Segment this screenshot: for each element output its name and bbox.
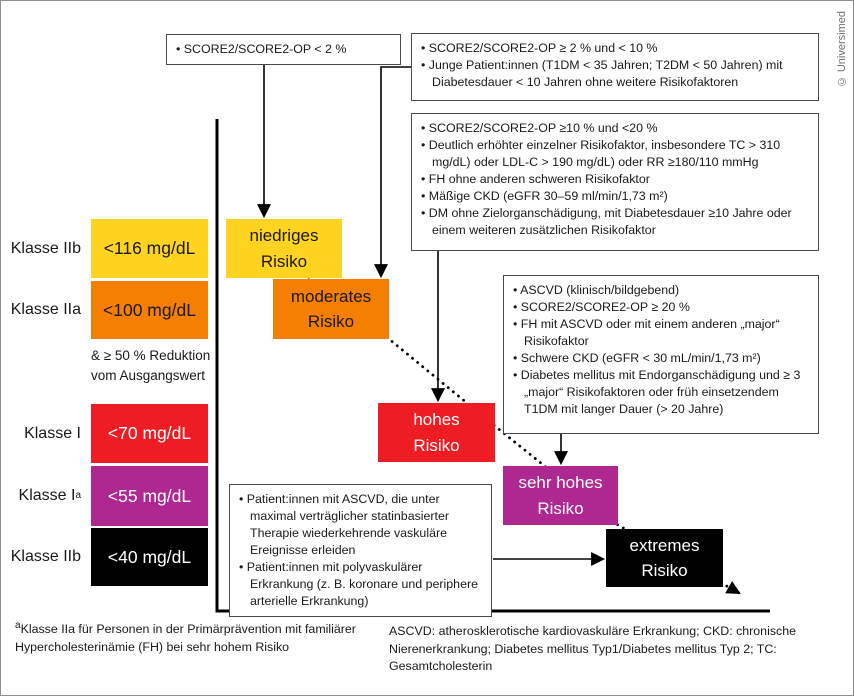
ldl-target-55: <55 mg/dL [91, 466, 208, 526]
footnote-class-IIa: $^a$Klasse IIa für Personen in der Primärprävention mit familiärer Hypercholesterinämie (FH) bei sehr hohem Risiko [15, 619, 356, 654]
criteria-box-very-high: • ASCVD (klinisch/bildgebend) • SCORE2/SCORE2-OP ≥ 20 % • FH mit ASCVD oder mit einem anderen „major“ Risikofaktor • Schwere CKD (eGFR < 30 mL/min/1,73 m²) • Diabetes mellitus mit Endorganschädigung und ≥ 3 „major“ Risikofaktoren oder früh einsetzendem T1DM mit langer Dauer (> 20 Jahre) [503, 275, 819, 434]
ldl-target-40: <40 mg/dL [91, 528, 208, 586]
ldl-target-100: <100 mg/dL [91, 281, 208, 339]
class-label-I-70: Klasse I [24, 424, 81, 442]
ldl-target-70: <70 mg/dL [91, 404, 208, 463]
criteria-box-high: • SCORE2/SCORE2-OP ≥10 % und <20 % • Deutlich erhöhter einzelner Risikofaktor, insbesondere TC > 310 mg/dL) oder LDL-C > 190 mg/dL) oder RR ≥180/110 mmHg • FH ohne anderen schweren Risikofaktor • Mäßige CKD (eGFR 30–59 ml/min/1,73 m²) • DM ohne Zielorganschädigung, mit Diabetesdauer ≥10 Jahre oder einem weiteren zusätzlichen Risikofaktor [411, 113, 819, 251]
copyright-credit: © Universimed [836, 11, 848, 88]
class-label-IIb-116: Klasse IIb [10, 239, 81, 257]
risk-box-very-high: sehr hohes Risiko [503, 466, 618, 525]
risk-box-high: hohes Risiko [378, 403, 495, 462]
criteria-box-moderate: • SCORE2/SCORE2-OP ≥ 2 % und < 10 % • Junge Patient:innen (T1DM < 35 Jahren; T2DM < 50 Jahren) mit Diabetesdauer < 10 Jahren ohne weitere Risikofaktoren [411, 33, 819, 101]
footnote-abbreviations: ASCVD: atherosklerotische kardiovaskuläre Erkrankung; CKD: chronische Nierenerkrankung; Diabetes mellitus Typ1/Diabetes mellitus Typ 2; TC: Gesamtcholesterin [389, 624, 797, 674]
reduction-note: & ≥ 50 % Reduktion vom Ausgangswert [91, 348, 211, 383]
class-label-IIb-40: Klasse IIb [10, 548, 81, 565]
criteria-box-low: • SCORE2/SCORE2-OP < 2 % [166, 34, 401, 65]
class-label-Ia-55: Klasse I a [18, 487, 81, 504]
ldl-target-116: <116 mg/dL [91, 219, 208, 278]
risk-box-low: niedriges Risiko [226, 219, 342, 278]
class-label-IIa-100: Klasse IIa [10, 301, 81, 318]
risk-box-moderate: moderates Risiko [273, 279, 389, 339]
risk-box-extreme: extremes Risiko [606, 529, 723, 587]
criteria-box-extreme: • Patient:innen mit ASCVD, die unter maximal verträglicher statinbasierter Therapie wiederkehrende vaskuläre Ereignisse erleiden • Patient:innen mit polyvaskulärer Erkrankung (z. B. koronare und periphere arterielle Erkrankung) [229, 484, 492, 617]
arrow-moderate-risk [381, 67, 411, 276]
